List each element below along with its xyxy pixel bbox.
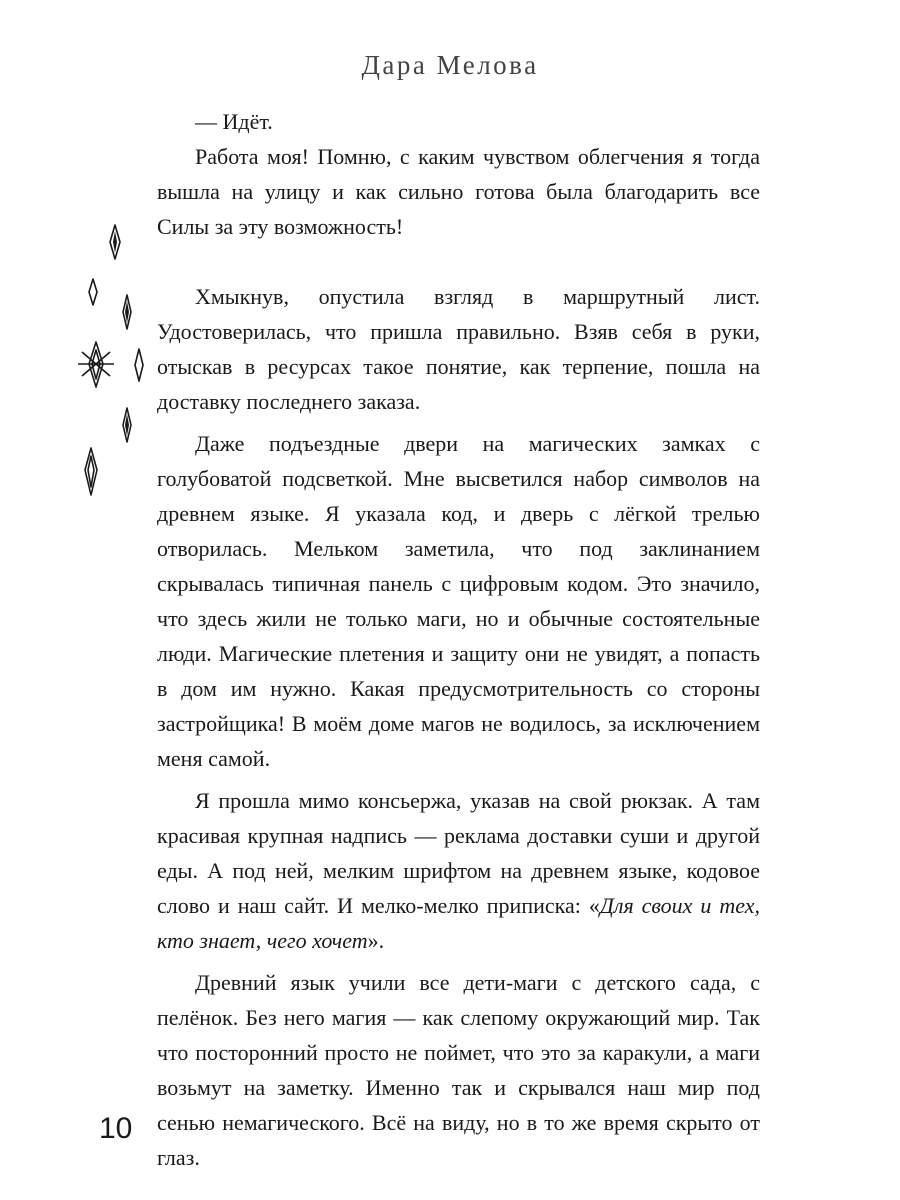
diamond-4 <box>135 349 143 381</box>
paragraph-text: Я прошла мимо консьержа, указав на свой рюкзак. А там красивая крупная надпись — реклама доставки суши и другой еды. А под ней, мелким шрифтом на древнем языке, кодовое слово и наш сайт. И мелко-мелко приписка: <box>157 788 760 918</box>
paragraph-with-quote <box>157 783 760 958</box>
body-text <box>157 104 760 1175</box>
diamond-2 <box>89 279 97 305</box>
paragraph: Древний язык учили все дети-маги с детского сада, с пелёнок. Без него магия — как слепому окружающий мир. Так что посторонний просто не поймет, что это за каракули, а маги возьмут на заметку. Именно так и скрывался наш мир под сенью немагического. Всё на виду, но в то же время скрыто от глаз. <box>157 970 760 1170</box>
page-number: 10 <box>99 1112 133 1145</box>
paragraph: Даже подъездные двери на магических замках с голубоватой подсветкой. Мне высветился набор символов на древнем языке. Я указала код, и дверь с лёгкой трелью отворилась. Мельком заметила, что под заклинанием скрывалась типичная панель с цифровым кодом. Это значило, что здесь жили не только маги, но и обычные состоятельные люди. Магические плетения и защиту они не увидят, а попасть в дом им нужно. Какая предусмотрительность со стороны застройщика! В моём доме магов не водилось, за исключением меня самой. <box>157 431 760 771</box>
diamond-6 <box>85 448 97 495</box>
paragraph: — Идёт. <box>195 109 273 134</box>
paragraph: Хмыкнув, опустила взгляд в маршрутный лист. Удостоверилась, что пришла правильно. Взяв себя в руки, отыскав в ресурсах такое понятие, как терпение, пошла на доставку последнего заказа. <box>157 284 760 414</box>
sparkle-diamonds-icon <box>70 215 160 505</box>
quote-close: ». <box>367 928 385 953</box>
italic-quote: Для своих и тех, кто знает, чего хочет <box>157 893 761 953</box>
running-head: Дара Мелова <box>361 50 539 80</box>
paragraph: Работа моя! Помню, с каким чувством облегчения я тогда вышла на улицу и как сильно готова была благодарить все Силы за эту возможность! <box>157 144 760 239</box>
quote-open: « <box>588 893 600 918</box>
